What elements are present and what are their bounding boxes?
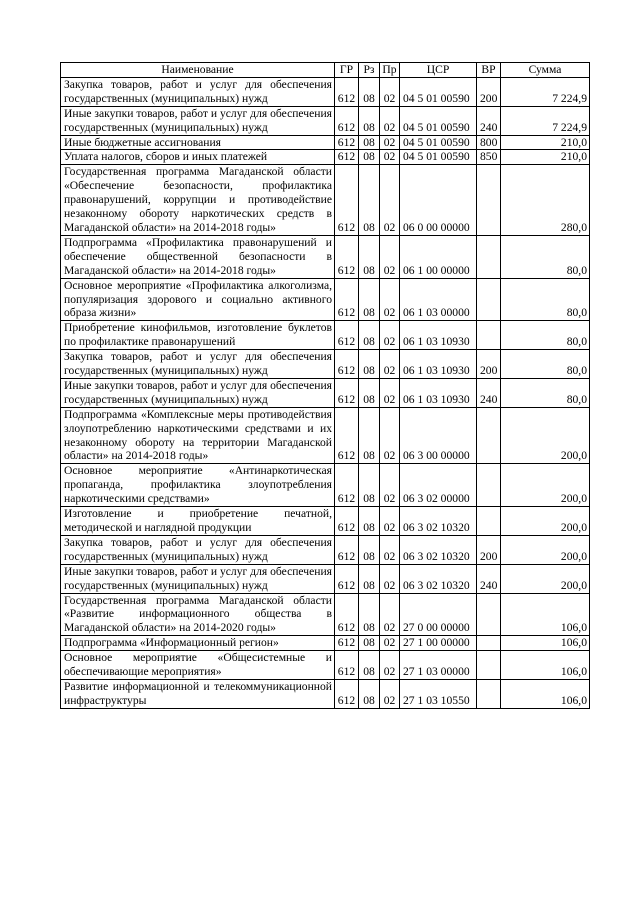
table-row	[61, 651, 590, 680]
header-pr: Пр	[380, 63, 400, 78]
cell-pr: 02	[380, 407, 400, 464]
table-row	[61, 679, 590, 708]
cell-pr: 02	[380, 350, 400, 379]
cell-csr: 27 1 03 10550	[400, 679, 477, 708]
table-row	[61, 321, 590, 350]
table-row	[61, 636, 590, 651]
cell-vr: 800	[477, 135, 501, 150]
cell-vr	[477, 679, 501, 708]
table-row	[61, 464, 590, 507]
cell-csr: 06 3 02 10320	[400, 507, 477, 536]
cell-name: Закупка товаров, работ и услуг для обеспечения государственных (муниципальных) нужд	[61, 77, 335, 106]
table-row	[61, 77, 590, 106]
cell-gr: 612	[335, 679, 359, 708]
cell-rz: 08	[359, 235, 380, 278]
cell-pr: 02	[380, 593, 400, 636]
cell-gr: 612	[335, 135, 359, 150]
table-row	[61, 507, 590, 536]
cell-rz: 08	[359, 407, 380, 464]
cell-sum: 80,0	[501, 350, 590, 379]
table-row	[61, 150, 590, 165]
cell-pr: 02	[380, 636, 400, 651]
cell-rz: 08	[359, 165, 380, 236]
cell-csr: 04 5 01 00590	[400, 77, 477, 106]
cell-name: Развитие информационной и телекоммуникационной инфраструктуры	[61, 679, 335, 708]
cell-sum: 200,0	[501, 407, 590, 464]
cell-vr: 200	[477, 350, 501, 379]
cell-sum: 7 224,9	[501, 77, 590, 106]
cell-sum: 80,0	[501, 235, 590, 278]
cell-sum: 106,0	[501, 593, 590, 636]
cell-sum: 200,0	[501, 564, 590, 593]
cell-name: Иные закупки товаров, работ и услуг для обеспечения государственных (муниципальных) нужд	[61, 378, 335, 407]
cell-name: Закупка товаров, работ и услуг для обеспечения государственных (муниципальных) нужд	[61, 535, 335, 564]
cell-name: Подпрограмма «Информационный регион»	[61, 636, 335, 651]
cell-gr: 612	[335, 651, 359, 680]
cell-csr: 06 1 03 00000	[400, 278, 477, 321]
table-row	[61, 165, 590, 236]
cell-gr: 612	[335, 321, 359, 350]
cell-csr: 06 1 00 00000	[400, 235, 477, 278]
cell-rz: 08	[359, 564, 380, 593]
cell-name: Иные закупки товаров, работ и услуг для обеспечения государственных (муниципальных) нужд	[61, 564, 335, 593]
cell-csr: 04 5 01 00590	[400, 106, 477, 135]
cell-csr: 06 1 03 10930	[400, 321, 477, 350]
cell-rz: 08	[359, 679, 380, 708]
table-row	[61, 235, 590, 278]
cell-rz: 08	[359, 636, 380, 651]
cell-vr	[477, 464, 501, 507]
cell-vr: 240	[477, 564, 501, 593]
cell-pr: 02	[380, 321, 400, 350]
cell-csr: 04 5 01 00590	[400, 150, 477, 165]
cell-csr: 06 1 03 10930	[400, 378, 477, 407]
table-row	[61, 106, 590, 135]
cell-rz: 08	[359, 77, 380, 106]
cell-gr: 612	[335, 165, 359, 236]
table-row	[61, 564, 590, 593]
cell-sum: 210,0	[501, 150, 590, 165]
cell-vr: 850	[477, 150, 501, 165]
cell-name: Иные бюджетные ассигнования	[61, 135, 335, 150]
cell-pr: 02	[380, 106, 400, 135]
cell-sum: 80,0	[501, 321, 590, 350]
cell-sum: 210,0	[501, 135, 590, 150]
cell-csr: 06 0 00 00000	[400, 165, 477, 236]
cell-pr: 02	[380, 378, 400, 407]
cell-sum: 80,0	[501, 378, 590, 407]
cell-sum: 280,0	[501, 165, 590, 236]
cell-pr: 02	[380, 165, 400, 236]
cell-gr: 612	[335, 350, 359, 379]
cell-vr: 200	[477, 77, 501, 106]
cell-name: Основное мероприятие «Антинаркотическая пропаганда, профилактика злоупотребления наркотическими средствами»	[61, 464, 335, 507]
table-row	[61, 378, 590, 407]
cell-csr: 27 1 03 00000	[400, 651, 477, 680]
cell-vr	[477, 593, 501, 636]
header-csr: ЦСР	[400, 63, 477, 78]
cell-rz: 08	[359, 135, 380, 150]
cell-pr: 02	[380, 564, 400, 593]
cell-gr: 612	[335, 636, 359, 651]
cell-sum: 200,0	[501, 535, 590, 564]
cell-sum: 200,0	[501, 507, 590, 536]
cell-gr: 612	[335, 378, 359, 407]
cell-vr	[477, 278, 501, 321]
cell-rz: 08	[359, 321, 380, 350]
cell-name: Иные закупки товаров, работ и услуг для обеспечения государственных (муниципальных) нужд	[61, 106, 335, 135]
cell-rz: 08	[359, 593, 380, 636]
cell-vr	[477, 321, 501, 350]
cell-gr: 612	[335, 564, 359, 593]
table-row	[61, 407, 590, 464]
cell-sum: 106,0	[501, 636, 590, 651]
table-row	[61, 278, 590, 321]
cell-gr: 612	[335, 407, 359, 464]
cell-vr: 240	[477, 106, 501, 135]
cell-vr	[477, 636, 501, 651]
cell-gr: 612	[335, 464, 359, 507]
header-sum: Сумма	[501, 63, 590, 78]
cell-rz: 08	[359, 106, 380, 135]
cell-csr: 06 3 02 00000	[400, 464, 477, 507]
table-row	[61, 535, 590, 564]
table-row	[61, 593, 590, 636]
cell-rz: 08	[359, 535, 380, 564]
cell-rz: 08	[359, 464, 380, 507]
cell-name: Основное мероприятие «Общесистемные и обеспечивающие мероприятия»	[61, 651, 335, 680]
cell-name: Государственная программа Магаданской области «Обеспечение безопасности, профилактика правонарушений, коррупции и противодействие незаконному обороту наркотических средств в Магаданской области» на 2014-2018 годы»	[61, 165, 335, 236]
cell-pr: 02	[380, 150, 400, 165]
cell-pr: 02	[380, 464, 400, 507]
cell-csr: 06 3 02 10320	[400, 535, 477, 564]
header-rz: Рз	[359, 63, 380, 78]
cell-name: Изготовление и приобретение печатной, методической и наглядной продукции	[61, 507, 335, 536]
cell-rz: 08	[359, 507, 380, 536]
cell-sum: 200,0	[501, 464, 590, 507]
cell-gr: 612	[335, 77, 359, 106]
cell-csr: 06 1 03 10930	[400, 350, 477, 379]
cell-rz: 08	[359, 378, 380, 407]
cell-gr: 612	[335, 106, 359, 135]
cell-gr: 612	[335, 535, 359, 564]
cell-pr: 02	[380, 135, 400, 150]
table-row	[61, 135, 590, 150]
cell-name: Подпрограмма «Профилактика правонарушений и обеспечение общественной безопасности в Магаданской области» на 2014-2018 годы»	[61, 235, 335, 278]
cell-csr: 27 0 00 00000	[400, 593, 477, 636]
cell-csr: 06 3 00 00000	[400, 407, 477, 464]
budget-table	[60, 62, 590, 709]
cell-sum: 7 224,9	[501, 106, 590, 135]
cell-vr	[477, 507, 501, 536]
cell-pr: 02	[380, 77, 400, 106]
cell-pr: 02	[380, 235, 400, 278]
header-vr: ВР	[477, 63, 501, 78]
cell-rz: 08	[359, 278, 380, 321]
cell-name: Закупка товаров, работ и услуг для обеспечения государственных (муниципальных) нужд	[61, 350, 335, 379]
cell-rz: 08	[359, 150, 380, 165]
cell-pr: 02	[380, 278, 400, 321]
table-header-row	[61, 63, 590, 78]
cell-csr: 06 3 02 10320	[400, 564, 477, 593]
cell-sum: 106,0	[501, 651, 590, 680]
cell-vr	[477, 407, 501, 464]
cell-vr	[477, 235, 501, 278]
cell-vr: 200	[477, 535, 501, 564]
cell-gr: 612	[335, 507, 359, 536]
cell-vr	[477, 651, 501, 680]
cell-gr: 612	[335, 235, 359, 278]
cell-vr: 240	[477, 378, 501, 407]
cell-csr: 27 1 00 00000	[400, 636, 477, 651]
cell-name: Основное мероприятие «Профилактика алкоголизма, популяризация здорового и социально активного образа жизни»	[61, 278, 335, 321]
cell-name: Уплата налогов, сборов и иных платежей	[61, 150, 335, 165]
table-row	[61, 350, 590, 379]
cell-gr: 612	[335, 278, 359, 321]
cell-pr: 02	[380, 679, 400, 708]
cell-name: Государственная программа Магаданской области «Развитие информационного общества в Магаданской области» на 2014-2020 годы»	[61, 593, 335, 636]
cell-sum: 80,0	[501, 278, 590, 321]
cell-rz: 08	[359, 350, 380, 379]
cell-pr: 02	[380, 507, 400, 536]
cell-pr: 02	[380, 651, 400, 680]
header-gr: ГР	[335, 63, 359, 78]
header-name: Наименование	[61, 63, 335, 78]
cell-csr: 04 5 01 00590	[400, 135, 477, 150]
cell-name: Приобретение кинофильмов, изготовление буклетов по профилактике правонарушений	[61, 321, 335, 350]
cell-vr	[477, 165, 501, 236]
cell-pr: 02	[380, 535, 400, 564]
cell-sum: 106,0	[501, 679, 590, 708]
cell-gr: 612	[335, 150, 359, 165]
cell-rz: 08	[359, 651, 380, 680]
cell-name: Подпрограмма «Комплексные меры противодействия злоупотреблению наркотическими средствами и их незаконному обороту на территории Магаданской области» на 2014-2018 годы»	[61, 407, 335, 464]
cell-gr: 612	[335, 593, 359, 636]
